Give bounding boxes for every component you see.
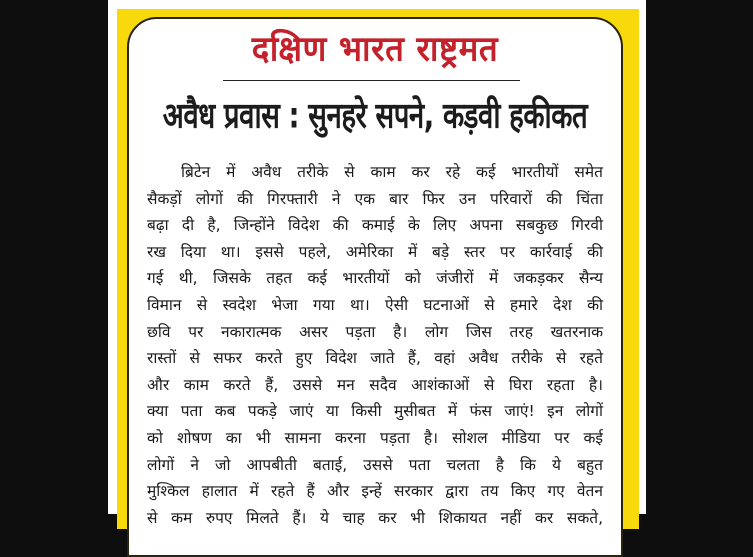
body-line: सैकड़ों लोगों की गिरफ्तारी ने एक बार फिर उन परिवारों की चिंता — [147, 189, 603, 208]
masthead-title: दक्षिण भारत राष्ट्रमत — [251, 28, 499, 69]
body-line: लोगों ने जो आपबीती बताई, उससे पता चलता है कि ये बहुत — [147, 455, 603, 474]
article-panel — [127, 17, 623, 557]
body-line: से कम रुपए मिलते हैं। ये चाह कर भी शिकायत नहीं कर सकते, — [147, 508, 603, 527]
body-line: ब्रिटेन में अवैध तरीके से काम कर रहे कई भारतीयों समेत — [181, 163, 603, 181]
body-line: को शोषण का भी सामना करना पड़ता है। सोशल मीडिया पर कई — [147, 428, 603, 447]
body-line: क्या पता कब पकड़े जाएं या किसी मुसीबत में फंस जाएं! इन लोगों — [147, 402, 603, 421]
body-line: रख दिया था। इससे पहले, अमेरिका में बड़े स्तर पर कार्रवाई की — [147, 242, 603, 261]
body-line: बढ़ा दी है, जिन्होंने विदेश की कमाई के लिए अपना सबकुछ गिरवी — [147, 216, 603, 235]
body-line: विमान से स्वदेश भेजा गया था। ऐसी घटनाओं से हमारे देश की — [147, 295, 603, 314]
body-line: गई थी, जिसके तहत कई भारतीयों को जंजीरों में जकड़कर सैन्य — [147, 269, 603, 288]
body-line: मुश्किल हालात में रहते हैं और इन्हें सरकार द्वारा तय किए गए वेतन — [147, 482, 603, 501]
body-line: रास्तों से सफर करते हुए विदेश जाते हैं, वहां अवैध तरीके से रहते — [147, 349, 603, 368]
body-line: छवि पर नकारात्मक असर पड़ता है। लोग जिस तरह खतरनाक — [147, 322, 603, 341]
masthead-divider — [223, 80, 520, 81]
article-headline: अवैध प्रवास : सुनहरे सपने, कड़वी हकीकत — [162, 95, 588, 138]
body-line: और काम करते हैं, उससे मन सदैव आशंकाओं से घिरा रहता है। — [147, 375, 603, 394]
newspaper-clipping — [108, 0, 646, 527]
article-body — [147, 159, 603, 531]
yellow-frame — [117, 9, 639, 529]
